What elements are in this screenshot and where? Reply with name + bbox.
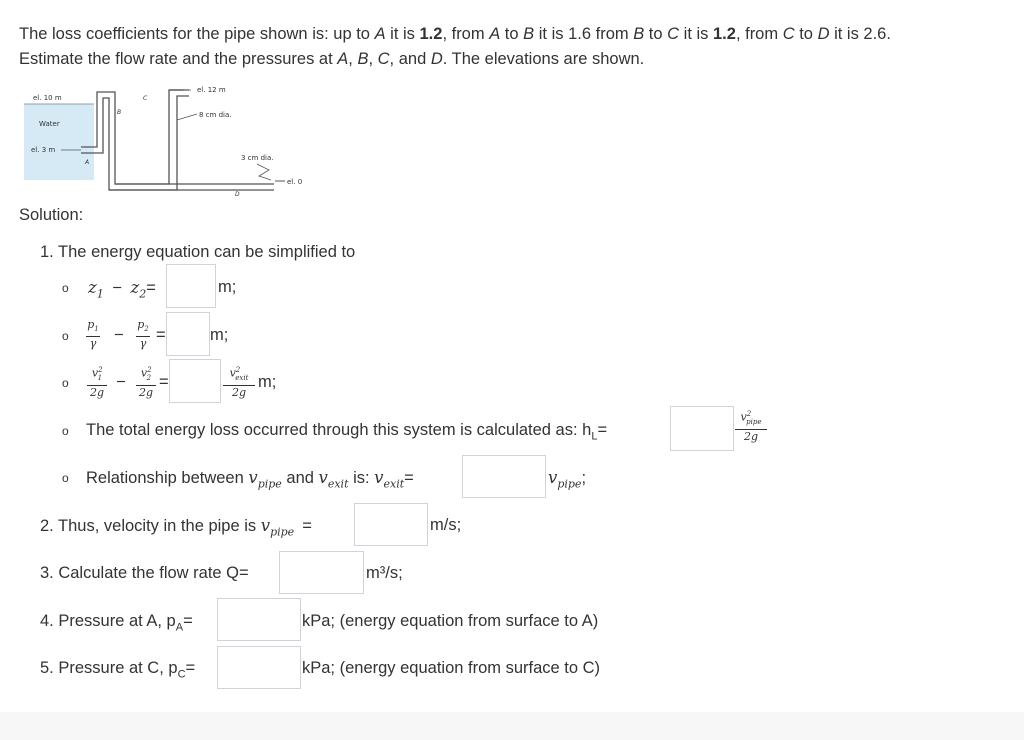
point-C-label: C	[143, 95, 148, 102]
elevation-difference-expr: $z_1 - z_2=$	[88, 278, 156, 301]
v1-squared-over-2g: $\frac{v^2_1}{2g}$	[87, 364, 107, 399]
elevation-difference-input[interactable]	[166, 264, 216, 308]
minus-sign: −	[114, 326, 124, 344]
unit-ms: m/s;	[430, 516, 462, 534]
water-reservoir	[24, 104, 94, 180]
vpipe-symbol: $v_{pipe}$;	[548, 468, 587, 491]
unit-m-1: m;	[218, 278, 237, 296]
bullet: o	[62, 424, 69, 438]
pipe-diameter-8cm-label: 8 cm dia.	[199, 111, 232, 119]
step-3-label: 3. Calculate the flow rate Q=	[40, 564, 249, 582]
vexit-squared-over-2g: $v^2_{exit}$ 2g	[223, 364, 255, 399]
unit-kpa-C: kPa; (energy equation from surface to C)	[302, 659, 601, 677]
point-D-label: D	[235, 191, 240, 198]
head-loss-coefficient-input[interactable]	[670, 406, 734, 451]
bullet: o	[62, 281, 69, 295]
pipe-velocity-input[interactable]	[354, 503, 428, 546]
pressure-head-difference-input[interactable]	[166, 312, 210, 356]
solution-heading: Solution:	[19, 206, 84, 224]
velocity-head-difference-input[interactable]	[169, 359, 221, 403]
step-2-label: 2. Thus, velocity in the pipe is $v_{pipe}$ =	[40, 516, 312, 539]
pipe-system-diagram	[19, 84, 309, 199]
elevation-3-label: el. 3 m	[31, 146, 56, 154]
unit-m-3: m;	[258, 373, 277, 391]
elevation-10-label: el. 10 m	[33, 94, 62, 102]
flow-rate-input[interactable]	[279, 551, 364, 594]
velocity-relationship-statement: Relationship between $v_{pipe}$ and $v_{exit}$ is: $v_{exit}=$	[86, 468, 414, 491]
velocity-ratio-input[interactable]	[462, 455, 546, 498]
v2-squared-over-2g: $\frac{v^2_2}{2g}$	[136, 364, 156, 399]
water-label: Water	[39, 120, 60, 128]
pressure-C-input[interactable]	[217, 646, 301, 689]
step-4-label: 4. Pressure at A, $p_A=$	[40, 612, 193, 634]
pipe	[81, 90, 189, 184]
nozzle-diameter-3cm-label: 3 cm dia.	[241, 154, 274, 162]
problem-statement: The loss coefficients for the pipe shown is: up to A it is 1.2, from A to B it is 1.6 from B to C it is 1.2, from C to D it is 2.6. Estimate the flow rate and the pressures at A, B, C, and D. The elevations are shown.	[19, 25, 891, 68]
point-B-label: B	[117, 109, 122, 116]
bullet: o	[62, 471, 69, 485]
vpipe-squared-over-2g: $v^2_{pipe}$ 2g	[735, 408, 767, 443]
head-loss-statement: The total energy loss occurred through this system is calculated as: $h_L=$	[86, 421, 608, 443]
step-1-label: 1. The energy equation can be simplified to	[40, 243, 356, 261]
unit-m3s: m³/s;	[366, 564, 403, 582]
equals-sign: =	[159, 373, 169, 391]
p1-over-gamma: $\frac{p_1}{\gamma}$	[87, 318, 99, 351]
elevation-12-label: el. 12 m	[197, 86, 226, 94]
point-A-label: A	[85, 159, 90, 166]
p2-over-gamma: $\frac{p_2}{\gamma}$	[137, 318, 149, 351]
step-5-label: 5. Pressure at C, $p_C=$	[40, 659, 196, 681]
unit-kpa-A: kPa; (energy equation from surface to A)	[302, 612, 599, 630]
unit-m-2: m;	[210, 326, 229, 344]
bullet: o	[62, 329, 69, 343]
elevation-0-label: el. 0	[287, 178, 303, 186]
minus-sign: −	[116, 373, 126, 391]
page-footer-band	[0, 712, 1024, 740]
bullet: o	[62, 376, 69, 390]
equals-sign: =	[156, 326, 166, 344]
pressure-A-input[interactable]	[217, 598, 301, 641]
